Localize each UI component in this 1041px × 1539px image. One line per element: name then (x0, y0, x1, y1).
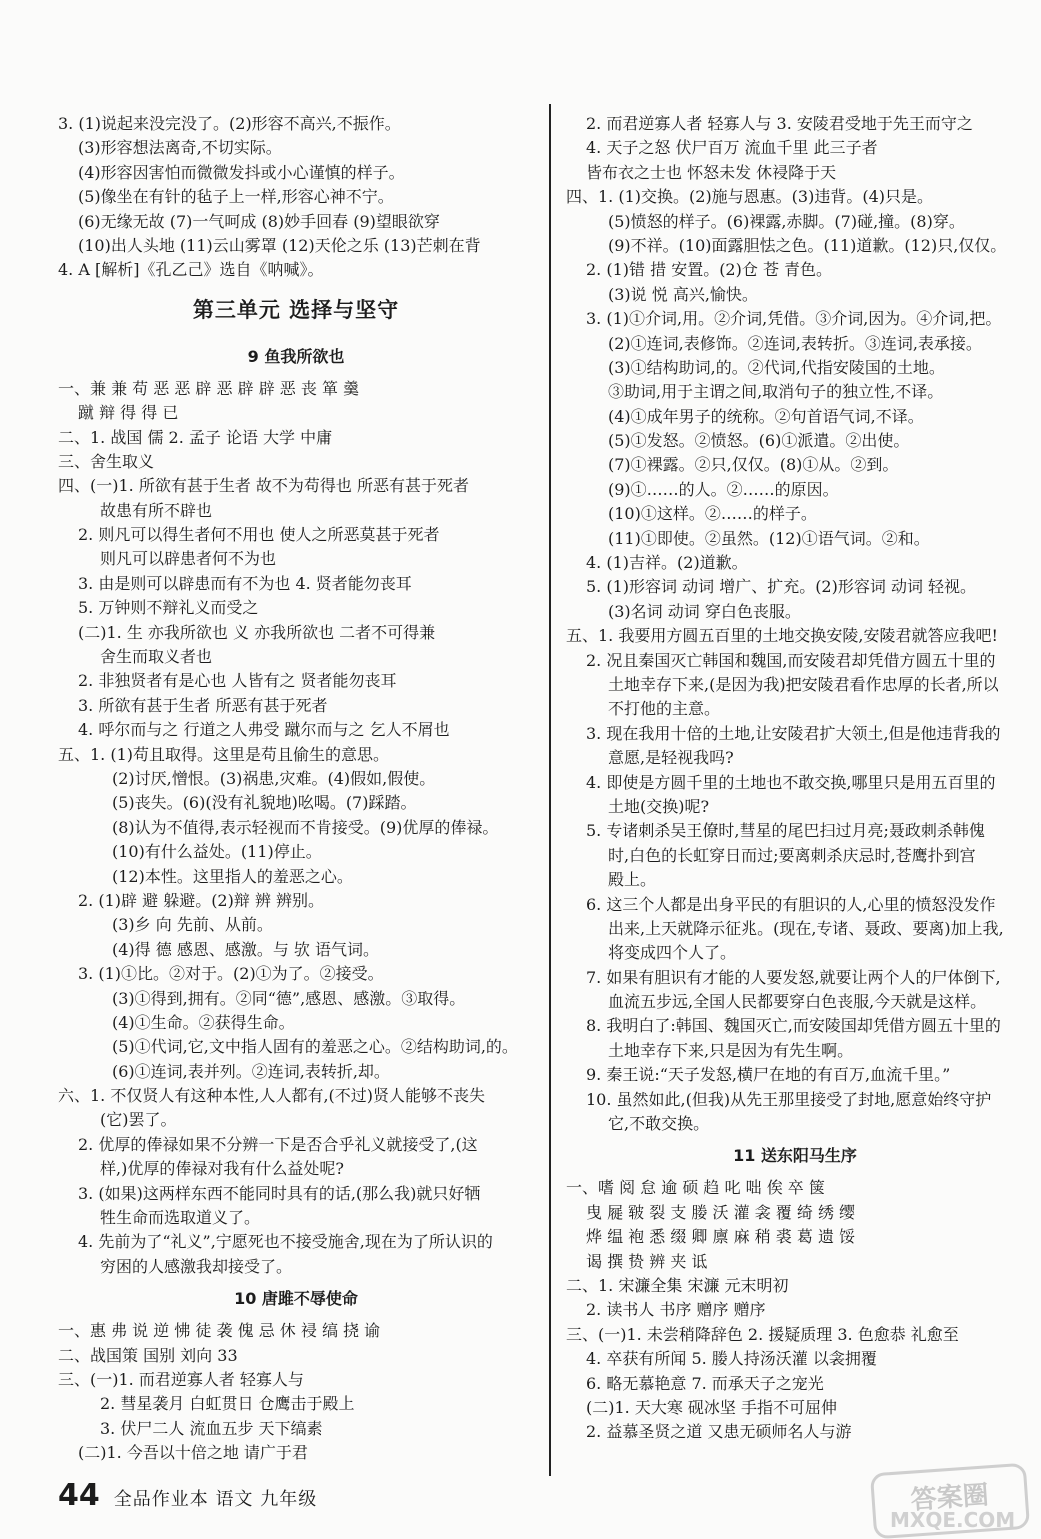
answer-line: 二、1. 战国 儒 2. 孟子 论语 大学 中庸 (58, 427, 333, 447)
answer-line: (10)出人头地 (11)云山雾罩 (12)天伦之乐 (13)芒刺在背 (78, 235, 481, 255)
answer-line: (二)1. 今吾以十倍之地 请广于君 (78, 1443, 308, 1463)
answer-line: 6. 这三个人都是出身平民的有胆识的人,心里的愤怒没发作 (586, 894, 996, 914)
answer-line: 三、(一)1. 未尝稍降辞色 2. 援疑质理 3. 色愈恭 礼愈至 (566, 1324, 959, 1344)
answer-line: 2. 况且秦国灭亡韩国和魏国,而安陵君却凭借方圆五十里的 (586, 650, 996, 670)
answer-line: 2. 益慕圣贤之道 又患无硕师名人与游 (586, 1422, 852, 1442)
answer-line: 4. (1)吉祥。(2)道歉。 (586, 553, 748, 573)
answer-line: (8)认为不值得,表示轻视而不肯接受。(9)优厚的俸禄。 (112, 817, 499, 837)
answer-line: 土地幸存下来,(是因为我)把安陵君看作忠厚的长者,所以 (608, 674, 999, 694)
unit-title: 第三单元 选择与坚守 (192, 297, 400, 322)
answer-line: 6. 略无慕艳意 7. 而承天子之宠光 (586, 1373, 824, 1393)
answer-line: (4)①成年男子的统称。②句首语气词,不译。 (608, 406, 924, 426)
answer-line: (它)罢了。 (100, 1110, 177, 1130)
answer-line: 4. 先前为了“礼义”,宁愿死也不接受施舍,现在为了所认识的 (78, 1232, 493, 1252)
answer-line: 2. (1)错 措 安置。(2)仓 苍 青色。 (586, 260, 833, 280)
answer-line: 三、舍生取义 (58, 451, 155, 471)
answer-line: (2)①连词,表修饰。②连词,表转折。③连词,表承接。 (608, 333, 982, 353)
answer-line: 2. 优厚的俸禄如果不分辨一下是否合乎礼义就接受了,(这 (78, 1134, 478, 1154)
answer-line: 2. 而君逆寡人者 轻寡人与 3. 安陵君受地于先王而守之 (586, 114, 973, 133)
answer-line: (10)①这样。②……的样子。 (608, 504, 817, 524)
answer-line: 一、兼 兼 苟 恶 恶 辟 恶 辟 辟 恶 丧 箪 羹 (58, 378, 360, 398)
answer-line: 3. (1)说起来没完没了。(2)形容不高兴,不振作。 (58, 114, 401, 133)
answer-line: (3)①结构助词,的。②代词,代指安陵国的土地。 (608, 357, 945, 377)
answer-line: 五、1. 我要用方圆五百里的土地交换安陵,安陵君就答应我吧! (566, 626, 998, 646)
answer-line: 2. 读书人 书序 赠序 赠序 (586, 1300, 766, 1320)
answer-line: 三、(一)1. 而君逆寡人者 轻寡人与 (58, 1369, 304, 1389)
answer-line: 5. (1)形容词 动词 增广、扩充。(2)形容词 动词 轻视。 (586, 577, 977, 597)
answer-line: 4. 天子之怒 伏尸百万 流血千里 此三子者 (586, 138, 878, 158)
answer-line: 4. 即使是方圆千里的土地也不敢交换,哪里只是用五百里的 (586, 772, 996, 792)
answer-line: 土地(交换)呢? (608, 796, 710, 816)
answer-line: (2)讨厌,憎恨。(3)祸患,灾难。(4)假如,假使。 (112, 768, 436, 788)
answer-line: 曳 屣 皲 裂 支 媵 沃 灌 衾 覆 绮 绣 缨 (586, 1202, 856, 1222)
answer-line: (11)①即使。②虽然。(12)①语气词。②和。 (608, 528, 930, 548)
answer-line: 穷困的人感激我却接受了。 (100, 1256, 293, 1276)
answer-line: 3. 所欲有甚于生者 所恶有甚于死者 (78, 695, 328, 715)
answer-line: 一、嗜 阅 怠 逾 硕 趋 叱 咄 俟 卒 箧 (566, 1178, 825, 1198)
answer-line: 它,不敢交换。 (608, 1114, 710, 1134)
answer-line: 9. 秦王说:“天子发怒,横尸在地的有百万,血流千里。” (586, 1065, 951, 1085)
answer-line: 4. 卒获有所闻 5. 媵人持汤沃灌 以衾拥覆 (586, 1349, 877, 1369)
answer-line: 蹴 辩 得 得 已 (78, 403, 179, 423)
answer-line: (9)①……的人。②……的原因。 (608, 479, 839, 499)
answer-line: 2. 则凡可以得生者何不用也 使人之所恶莫甚于死者 (78, 525, 440, 545)
answer-line: 不打他的主意。 (608, 699, 721, 719)
answer-line: 一、惠 弗 说 逆 怫 徒 袭 傀 忌 休 祲 缟 挠 谕 (58, 1321, 381, 1341)
answer-line: (3)名词 动词 穿白色丧服。 (608, 601, 801, 621)
answer-line: 3. (1)①比。②对于。(2)①为了。②接受。 (78, 964, 384, 984)
answer-line: 出来,上天就降示征兆。(现在,专诸、聂政、要离)加上我, (608, 918, 1004, 938)
answer-line: (12)本性。这里指人的羞恶之心。 (112, 866, 353, 886)
answer-line: 3. 伏尸二人 流血五步 天下缟素 (100, 1418, 323, 1438)
answer-line: 10. 虽然如此,(但我)从先王那里接受了封地,愿意始终守护 (586, 1089, 992, 1109)
answer-line: (5)像坐在有针的毡子上一样,形容心神不宁。 (78, 187, 394, 207)
answer-line: 皆布衣之士也 怀怒未发 休祲降于天 (586, 162, 837, 182)
answer-line: 3. 现在我用十倍的土地,让安陵君扩大领土,但是他违背我的 (586, 723, 1001, 743)
answer-line: (6)①连词,表并列。②连词,表转折,却。 (112, 1061, 390, 1081)
answer-line: 3. 由是则可以辟患而有不为也 4. 贤者能勿丧耳 (78, 573, 412, 593)
watermark-url: MXQE.COM (890, 1508, 1016, 1532)
answer-line: (3)形容想法离奇,不切实际。 (78, 138, 282, 158)
answer-line: (5)①发怒。②愤怒。(6)①派遣。②出使。 (608, 431, 910, 451)
answer-line: (3)乡 向 先前、从前。 (112, 915, 273, 935)
answer-line: (二)1. 生 亦我所欲也 义 亦我所欲也 二者不可得兼 (78, 622, 436, 642)
right-column (566, 112, 1024, 1445)
answer-line: 二、1. 宋濂全集 宋濂 元末明初 (566, 1275, 789, 1295)
answer-line: 4. A [解析]《孔乙己》选自《呐喊》。 (58, 260, 324, 280)
answer-line: (二)1. 天大寒 砚冰坚 手指不可屈伸 (586, 1397, 838, 1417)
answer-line: 故患有所不辟也 (100, 500, 213, 520)
answer-line: 四、(一)1. 所欲有甚于生者 故不为苟得也 所恶有甚于死者 (58, 476, 470, 496)
answer-line: 将变成四个人了。 (608, 943, 737, 963)
answer-line: 8. 我明白了:韩国、魏国灭亡,而安陵国却凭借方圆五十里的 (586, 1016, 1001, 1036)
answer-line: 2. (1)辟 避 躲避。(2)辩 辨 辨别。 (78, 890, 325, 910)
answer-line: (5)愤怒的样子。(6)裸露,赤脚。(7)碰,撞。(8)穿。 (608, 211, 965, 231)
answer-line: 土地幸存下来,只是因为有先生啊。 (608, 1040, 854, 1060)
answer-line: 血流五步远,全国人民都要穿白色丧服,今天就是这样。 (608, 992, 987, 1012)
answer-line: (5)①代词,它,文中指人固有的羞恶之心。②结构助词,的。 (112, 1037, 518, 1057)
lesson-title: 10 唐雎不辱使命 (234, 1289, 358, 1309)
answer-line: 谒 撰 贽 辨 夹 诋 (586, 1251, 708, 1271)
answer-line: 时,白色的长虹穿日而过;要离刺杀庆忌时,苍鹰扑到宫 (608, 845, 976, 865)
page-number: 44 (58, 1478, 100, 1513)
answer-line: (4)形容因害怕而微微发抖或小心谨慎的样子。 (78, 162, 405, 182)
answer-line: 殿上。 (608, 870, 657, 890)
answer-line: 二、战国策 国别 刘向 33 (58, 1345, 238, 1365)
answer-line: 则凡可以辟患者何不为也 (100, 549, 277, 569)
book-info: 全品作业本 语文 九年级 (113, 1489, 318, 1510)
answer-line: 5. 万钟则不辩礼义而受之 (78, 598, 259, 618)
answer-line: (4)①生命。②获得生命。 (112, 1012, 295, 1032)
column-divider (549, 104, 551, 1476)
answer-line: 4. 呼尔而与之 行道之人弗受 蹴尔而与之 乞人不屑也 (78, 720, 450, 740)
answer-line: (10)有什么益处。(11)停止。 (112, 842, 322, 862)
answer-line: 3. (如果)这两样东西不能同时具有的话,(那么我)就只好牺 (78, 1183, 481, 1203)
lesson-title: 9 鱼我所欲也 (247, 346, 345, 366)
left-column (58, 112, 534, 1466)
answer-line: (7)①裸露。②只,仅仅。(8)①从。②到。 (608, 455, 899, 475)
lesson-title: 11 送东阳马生序 (733, 1146, 857, 1166)
answer-line: (5)丧失。(6)(没有礼貌地)吆喝。(7)踩踏。 (112, 793, 417, 813)
answer-line: 五、1. (1)苟且取得。这里是苟且偷生的意思。 (58, 744, 390, 764)
answer-line: (3)①得到,拥有。②同“德”,感恩、感激。③取得。 (112, 988, 466, 1008)
answer-line: 2. 彗星袭月 白虹贯日 仓鹰击于殿上 (100, 1394, 355, 1414)
answer-line: (9)不祥。(10)面露胆怯之色。(11)道歉。(12)只,仅仅。 (608, 235, 1007, 255)
answer-line: 烨 缊 袍 悉 缀 卿 廪 麻 稍 裘 葛 遗 馁 (586, 1227, 856, 1247)
answer-line: 5. 专诸刺杀吴王僚时,彗星的尾巴扫过月亮;聂政刺杀韩傀 (586, 821, 985, 841)
answer-line: 意愿,是轻视我吗? (608, 748, 734, 768)
answer-line: 2. 非独贤者有是心也 人皆有之 贤者能勿丧耳 (78, 671, 397, 691)
answer-line: 舍生而取义者也 (100, 647, 213, 667)
answer-line: 四、1. (1)交换。(2)施与恩惠。(3)违背。(4)只是。 (566, 187, 934, 207)
answer-line: (6)无缘无故 (7)一气呵成 (8)妙手回春 (9)望眼欲穿 (78, 211, 440, 231)
answer-line: 六、1. 不仅贤人有这种本性,人人都有,(不过)贤人能够不丧失 (58, 1086, 486, 1106)
answer-line: 7. 如果有胆识有才能的人要发怒,就要让两个人的尸体倒下, (586, 967, 1001, 987)
page-footer (58, 1478, 317, 1518)
answer-line: (4)得 德 感恩、感激。与 欤 语气词。 (112, 939, 380, 959)
answer-line: 样,)优厚的俸禄对我有什么益处呢? (100, 1159, 344, 1179)
answer-line: 3. (1)①介词,用。②介词,凭借。③介词,因为。④介词,把。 (586, 309, 1002, 329)
answer-line: 牲生命而选取道义了。 (100, 1208, 261, 1228)
watermark-logo: 答案圈 (870, 1463, 1030, 1539)
answer-line: (3)说 悦 高兴,愉快。 (608, 284, 758, 304)
answer-line: ③助词,用于主谓之间,取消句子的独立性,不译。 (608, 382, 944, 402)
